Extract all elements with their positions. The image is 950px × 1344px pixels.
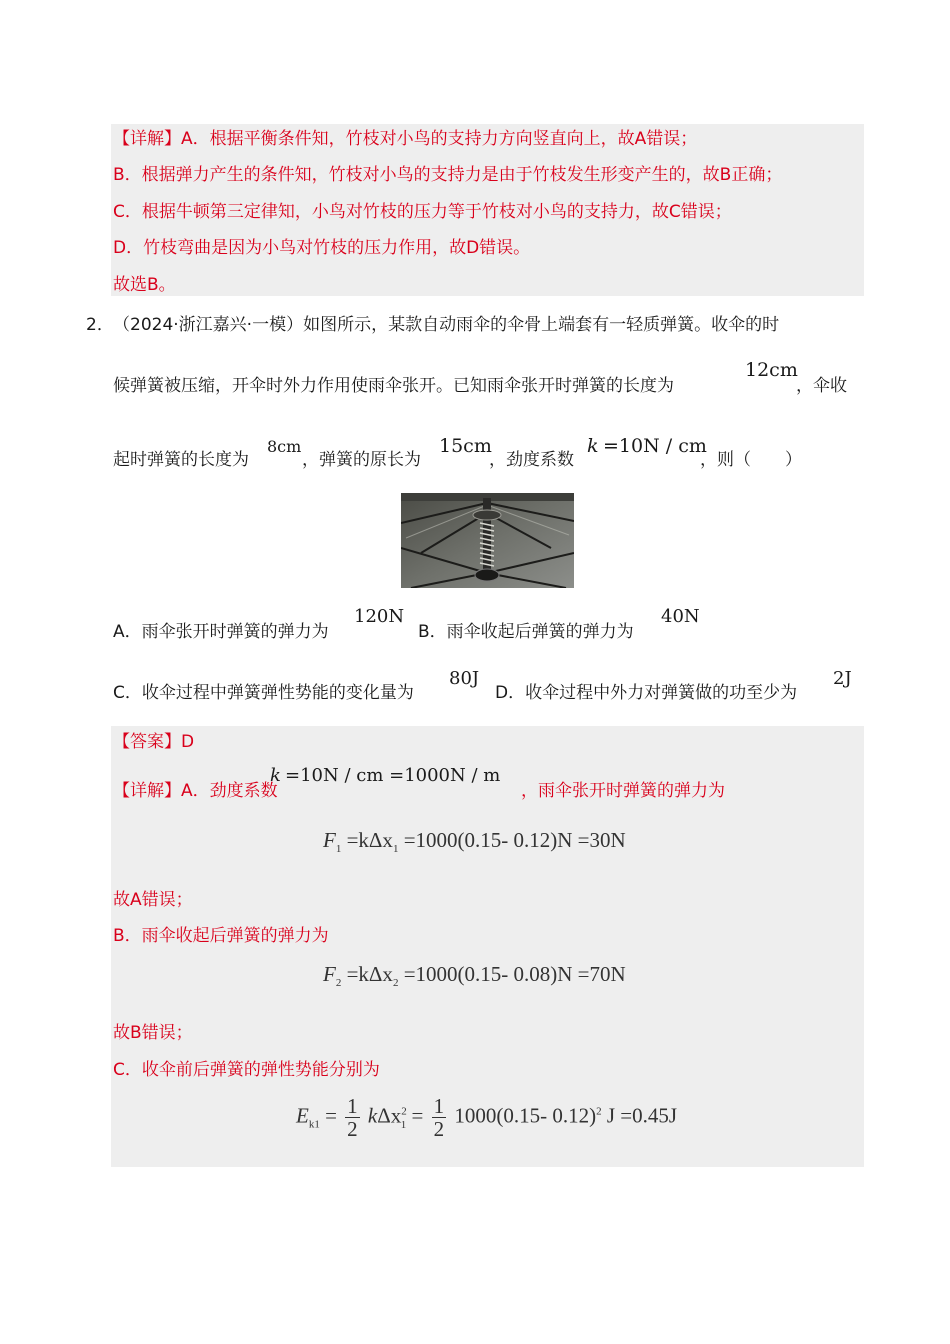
option-c: C．收伞过程中弹簧弹性势能的变化量为 [113, 683, 414, 703]
spring-length-closed: 8cm [267, 437, 302, 456]
spring-natural-length: 15cm [439, 435, 492, 457]
answer-k-value: =10N / cm =1000N / m [285, 765, 501, 786]
question-line-3: 起时弹簧的长度为 [113, 450, 249, 470]
answer-k-symbol: k [270, 765, 281, 786]
f1-dx-sub: 1 [392, 843, 399, 856]
formula-f2 [323, 962, 626, 989]
answer-detail-a-tail: ，雨伞张开时弹簧的弹力为 [521, 781, 725, 801]
answer-detail-b: B．雨伞收起后弹簧的弹力为 [113, 926, 329, 946]
question-line-3-d: ，则（ ） [700, 450, 802, 470]
ek1-sub: k1 [308, 1118, 320, 1131]
umbrella-spring-photo [401, 493, 574, 588]
ek1-half-fraction-2: $\frac{1}{2}$ [433, 1094, 445, 1141]
question-line-3-b: ，弹簧的原长为 [302, 450, 421, 470]
option-c-value: 80J [449, 668, 480, 689]
question-number: 2． [86, 315, 114, 335]
option-d: D．收伞过程中外力对弹簧做的功至少为 [495, 683, 798, 703]
f2-symbol: F [323, 962, 336, 986]
ek1-square: 2 [596, 1105, 602, 1118]
spring-constant-symbol: k [587, 435, 599, 457]
answer-detail-c: C．收伞前后弹簧的弹性势能分别为 [113, 1060, 380, 1080]
ek1-eq2: = [411, 1103, 424, 1128]
ek1-eq: = [325, 1103, 337, 1128]
option-b-value: 40N [661, 606, 700, 627]
f2-dx-sub: 2 [392, 977, 399, 990]
ek1-dx: Δx [377, 1103, 402, 1128]
explanation-conclusion: 故选B。 [113, 275, 176, 295]
formula-f1 [323, 828, 626, 855]
ek1-rest: 1000(0.15- 0.12) [454, 1103, 597, 1128]
question-line-2-tail: ，伞收 [796, 376, 847, 396]
ek1-dx-sub: 1 [400, 1118, 407, 1131]
ek1-half-fraction: $\frac{1}{2}$ [347, 1094, 358, 1141]
spring-length-open: 12cm [745, 359, 798, 381]
f1-dx: Δx [368, 828, 393, 852]
f1-eq-k: =k [346, 828, 369, 852]
f1-symbol: F [323, 828, 336, 852]
explanation-line-a: 【详解】A．根据平衡条件知，竹枝对小鸟的支持力方向竖直向上，故A错误； [113, 129, 698, 149]
f2-sub: 2 [335, 977, 342, 990]
option-d-value: 2J [833, 668, 852, 689]
answer-a-wrong: 故A错误； [113, 890, 193, 910]
question-line-1: （2024·浙江嘉兴·一模）如图所示，某款自动雨伞的伞骨上端套有一轻质弹簧。收伞的时 [113, 315, 780, 335]
option-b: B．雨伞收起后弹簧的弹力为 [418, 622, 634, 642]
explanation-line-d: D．竹枝弯曲是因为小鸟对竹枝的压力作用，故D错误。 [113, 238, 531, 258]
f2-eq-k: =k [346, 962, 369, 986]
ek1-symbol: E [296, 1103, 309, 1128]
spring-constant-value: =10N / cm [603, 435, 707, 457]
ek1-tail: J =0.45J [601, 1103, 678, 1128]
ek1-dx-sq: 2 [401, 1105, 407, 1118]
f2-rest: =1000(0.15- 0.08)N =70N [403, 962, 626, 986]
answer-detail-a: 【详解】A．劲度系数 [113, 781, 278, 801]
question-line-2 [113, 374, 674, 398]
explanation-line-b: B．根据弹力产生的条件知，竹枝对小鸟的支持力是由于竹枝发生形变产生的，故B正确； [113, 165, 783, 185]
question-line-2-text: 候弹簧被压缩，开伞时外力作用使雨伞张开。已知雨伞张开时弹簧的长度为 [113, 376, 674, 396]
question-line-3-c: ，劲度系数 [489, 450, 574, 470]
formula-ek1 [296, 1095, 677, 1140]
answer-b-wrong: 故B错误； [113, 1023, 193, 1043]
ek1-k: k [367, 1103, 378, 1128]
explanation-line-c: C．根据牛顿第三定律知，小鸟对竹枝的压力等于竹枝对小鸟的支持力，故C错误； [113, 202, 732, 222]
f1-rest: =1000(0.15- 0.12)N =30N [403, 828, 626, 852]
f2-dx: Δx [368, 962, 393, 986]
option-a-value: 120N [354, 606, 405, 627]
f1-sub: 1 [335, 843, 342, 856]
answer-label: 【答案】D [113, 732, 195, 752]
option-a: A．雨伞张开时弹簧的弹力为 [113, 622, 329, 642]
